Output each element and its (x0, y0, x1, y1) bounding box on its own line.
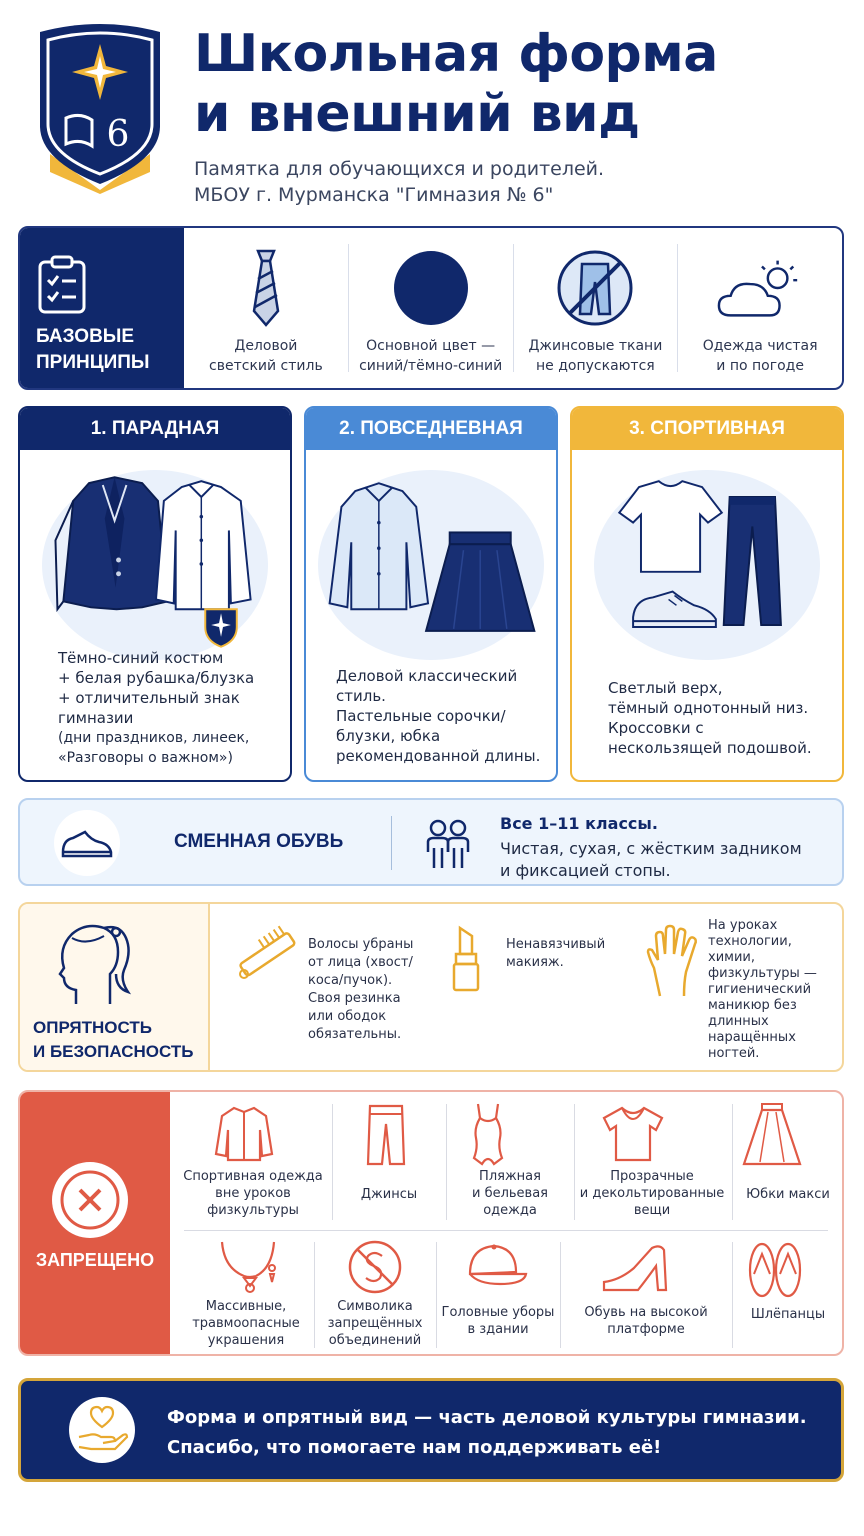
category-card-formal (18, 406, 292, 782)
basic-item-style (184, 244, 348, 372)
forbidden-flip-flops-line-1: Шлёпанцы (750, 1307, 826, 1322)
card-sport-line-2: тёмный однотонный низ. (608, 699, 809, 717)
divider (314, 1242, 315, 1348)
close-icon (52, 1162, 128, 1238)
neatness-label-line-2: И БЕЗОПАСНОСТЬ (33, 1042, 194, 1061)
card-formal-line-4: гимназии (58, 709, 134, 727)
children-icon (424, 818, 472, 870)
basic-principles-header (20, 228, 184, 388)
divider (332, 1104, 333, 1220)
neatness-panel (18, 902, 844, 1072)
neat-nails-line-4: физкультуры — (708, 966, 817, 981)
card-sport-title: 3. СПОРТИВНАЯ (572, 408, 842, 450)
neat-nails-line-6: маникюр без (708, 998, 797, 1013)
neat-nails-line-2: технологии, (708, 934, 792, 949)
neat-nails-line-5: гигиенический (708, 982, 812, 997)
forbidden-label: ЗАПРЕЩЕНО (35, 1250, 155, 1270)
page-title (194, 24, 718, 144)
divider (446, 1104, 447, 1220)
neat-nails-line-8: наращённых (708, 1030, 796, 1045)
basic-item-style-line-2: светский стиль (209, 358, 323, 374)
necklace-icon (216, 1238, 280, 1294)
forbidden-platform-shoes-line-1: Обувь на высокой (584, 1305, 708, 1320)
forbidden-sportswear-line-3: физкультуры (207, 1203, 299, 1218)
shoe-icon-circle (54, 810, 120, 876)
category-card-everyday (304, 406, 558, 782)
card-everyday-line-1: Деловой классический (336, 667, 518, 685)
change-shoes-desc-line-2: и фиксацией стопы. (500, 861, 671, 880)
flip-flops-icon (746, 1240, 804, 1300)
neat-makeup-line-2: макияж. (506, 955, 564, 970)
neat-makeup-text (506, 936, 605, 972)
basic-item-no-denim-line-2: не допускаются (536, 358, 655, 374)
card-everyday-line-2: стиль. (336, 687, 386, 705)
change-shoes-panel (18, 798, 844, 886)
forbidden-beachwear-line-2: и бельевая (471, 1186, 548, 1201)
maxi-skirt-icon (742, 1102, 802, 1168)
gymnasium-emblem-icon (36, 22, 164, 194)
forbidden-item-headwear (438, 1304, 558, 1338)
basic-item-no-denim-line-1: Джинсовые ткани (528, 338, 663, 354)
basic-item-color-line-1: Основной цвет — (366, 338, 496, 354)
forbidden-headwear-line-1: Головные уборы (441, 1305, 555, 1320)
basic-item-style-line-1: Деловой (234, 338, 298, 354)
change-shoes-desc-line-1: Чистая, сухая, с жёстким задником (500, 839, 802, 858)
divider (732, 1104, 733, 1220)
neat-nails-line-1: На уроках (708, 918, 778, 933)
neat-hair-line-4: Своя резинка (308, 991, 401, 1006)
forbidden-sportswear-line-2: вне уроков (215, 1186, 291, 1201)
forbidden-item-platform-shoes (562, 1304, 730, 1338)
jeans-icon (366, 1102, 406, 1168)
basic-item-weather-line-2: и по погоде (716, 358, 804, 374)
forbidden-symbols-line-3: объединений (328, 1333, 422, 1348)
neatness-header (20, 904, 210, 1070)
forbidden-item-jeans (334, 1186, 444, 1203)
card-sport-line-3: Кроссовки с (608, 719, 704, 737)
no-symbol-icon (346, 1238, 404, 1296)
change-shoes-title: СМЕННАЯ ОБУВЬ (174, 831, 344, 852)
neat-nails-text (708, 918, 817, 1062)
basic-item-no-denim (513, 244, 678, 372)
forbidden-header (20, 1092, 170, 1354)
forbidden-item-transparent (576, 1168, 728, 1219)
title-line-1: Школьная форма (194, 24, 718, 84)
basic-item-weather (677, 244, 842, 372)
neat-nails-line-3: химии, (708, 950, 755, 965)
cap-icon (460, 1242, 530, 1290)
subtitle-line-2: МБОУ г. Мурманска "Гимназия № 6" (194, 184, 554, 206)
neat-hair-line-3: коса/пучок). (308, 973, 393, 988)
forbidden-headwear-line-2: в здании (467, 1322, 529, 1337)
card-formal-title: 1. ПАРАДНАЯ (20, 408, 290, 450)
forbidden-transparent-line-1: Прозрачные (610, 1169, 694, 1184)
forbidden-item-symbols (316, 1298, 434, 1349)
basic-principles-label (36, 324, 150, 376)
card-formal-desc (58, 648, 280, 768)
footer-line-2: Спасибо, что помогаете нам поддерживать её! (167, 1437, 662, 1458)
shirt-and-skirt-illustration (306, 460, 556, 660)
change-shoes-desc (500, 838, 802, 882)
forbidden-jewelry-line-1: Массивные, (205, 1299, 287, 1314)
heart-in-hand-icon (69, 1397, 135, 1463)
hand-icon (644, 922, 700, 1000)
neatness-label (33, 1016, 193, 1064)
forbidden-transparent-line-2: и декольтированные (579, 1186, 725, 1201)
basic-principles-label-line-2: ПРИНЦИПЫ (36, 352, 150, 373)
divider (560, 1242, 561, 1348)
neat-hair-line-1: Волосы убраны (308, 937, 414, 952)
footer-message (167, 1403, 807, 1463)
checklist-icon (36, 254, 88, 314)
change-shoes-grades: Все 1–11 классы. (500, 814, 658, 833)
sport-outfit-illustration (572, 460, 842, 660)
subtitle-line-1: Памятка для обучающихся и родителей. (194, 158, 605, 180)
footer-line-1: Форма и опрятный вид — часть деловой культуры гимназии. (167, 1407, 807, 1428)
card-everyday-desc (336, 666, 546, 766)
girl-profile-icon (46, 918, 136, 1014)
basic-principles-label-line-1: БАЗОВЫЕ (36, 326, 135, 347)
forbidden-divider (184, 1230, 828, 1231)
neatness-label-line-1: ОПРЯТНОСТЬ (33, 1018, 152, 1037)
card-formal-line-3: + отличительный знак (58, 689, 240, 707)
suit-and-blouse-illustration (20, 460, 290, 660)
card-sport-desc (608, 678, 832, 758)
forbidden-item-sportswear (180, 1168, 326, 1219)
comb-icon (228, 924, 302, 988)
card-everyday-line-4: блузки, юбка (336, 727, 441, 745)
tie-icon (246, 249, 286, 327)
basic-item-color (348, 244, 513, 372)
sport-jacket-icon (214, 1104, 274, 1162)
basic-item-weather-line-1: Одежда чистая (702, 338, 818, 354)
forbidden-panel (18, 1090, 844, 1356)
forbidden-item-flip-flops (734, 1306, 842, 1323)
navy-circle-icon (393, 250, 469, 326)
weather-icon (715, 256, 805, 320)
forbidden-symbols-line-1: Символика (337, 1299, 413, 1314)
swimsuit-icon (470, 1102, 506, 1166)
card-formal-line-2: + белая рубашка/блузка (58, 669, 255, 687)
divider (732, 1242, 733, 1348)
forbidden-circle (52, 1162, 128, 1238)
card-formal-line-1: Тёмно-синий костюм (58, 649, 224, 667)
forbidden-item-jewelry (180, 1298, 312, 1349)
forbidden-sportswear-line-1: Спортивная одежда (183, 1169, 323, 1184)
neat-makeup-line-1: Ненавязчивый (506, 937, 606, 952)
divider (436, 1242, 437, 1348)
no-jeans-icon (555, 248, 635, 328)
card-everyday-line-5: рекомендованной длины. (336, 747, 541, 765)
card-formal-note-2: «Разговоры о важном») (58, 750, 233, 766)
neat-hair-line-2: от лица (хвост/ (308, 955, 413, 970)
forbidden-jewelry-line-3: украшения (207, 1333, 285, 1348)
neat-hair-text (308, 936, 413, 1044)
forbidden-platform-shoes-line-2: платформе (607, 1322, 685, 1337)
forbidden-jewelry-line-2: травмоопасные (192, 1316, 300, 1331)
shoe-icon (59, 826, 115, 860)
neat-nails-line-7: длинных (708, 1014, 769, 1029)
footer-banner (18, 1378, 844, 1482)
card-formal-note-1: (дни праздников, линеек, (58, 730, 250, 746)
t-shirt-icon (600, 1104, 666, 1162)
card-everyday-line-3: Пастельные сорочки/ (336, 707, 506, 725)
divider (391, 816, 392, 870)
forbidden-item-maxi-skirts (734, 1186, 842, 1203)
emblem-number: 6 (106, 114, 130, 155)
divider (574, 1104, 575, 1220)
title-line-2: и внешний вид (194, 84, 640, 144)
forbidden-transparent-line-3: вещи (633, 1203, 671, 1218)
lipstick-icon (450, 924, 482, 994)
forbidden-item-beachwear (448, 1168, 572, 1219)
neat-nails-line-9: ногтей. (708, 1046, 760, 1061)
forbidden-symbols-line-2: запрещённых (327, 1316, 423, 1331)
high-heel-icon (600, 1240, 670, 1296)
heart-icon-circle (69, 1397, 135, 1463)
forbidden-beachwear-line-3: одежда (483, 1203, 537, 1218)
forbidden-maxi-skirts-line-1: Юбки макси (746, 1187, 830, 1202)
subtitle (194, 156, 604, 208)
card-sport-line-1: Светлый верх, (608, 679, 723, 697)
basic-item-color-line-2: синий/тёмно-синий (359, 358, 503, 374)
card-everyday-title: 2. ПОВСЕДНЕВНАЯ (306, 408, 556, 450)
neat-hair-line-5: или ободок (308, 1009, 387, 1024)
neat-hair-line-6: обязательны. (308, 1027, 402, 1042)
card-sport-line-4: нескользящей подошвой. (608, 739, 812, 757)
basic-principles-panel (18, 226, 844, 390)
category-card-sport (570, 406, 844, 782)
forbidden-beachwear-line-1: Пляжная (479, 1169, 541, 1184)
forbidden-jeans-line-1: Джинсы (360, 1187, 418, 1202)
header (0, 0, 864, 220)
